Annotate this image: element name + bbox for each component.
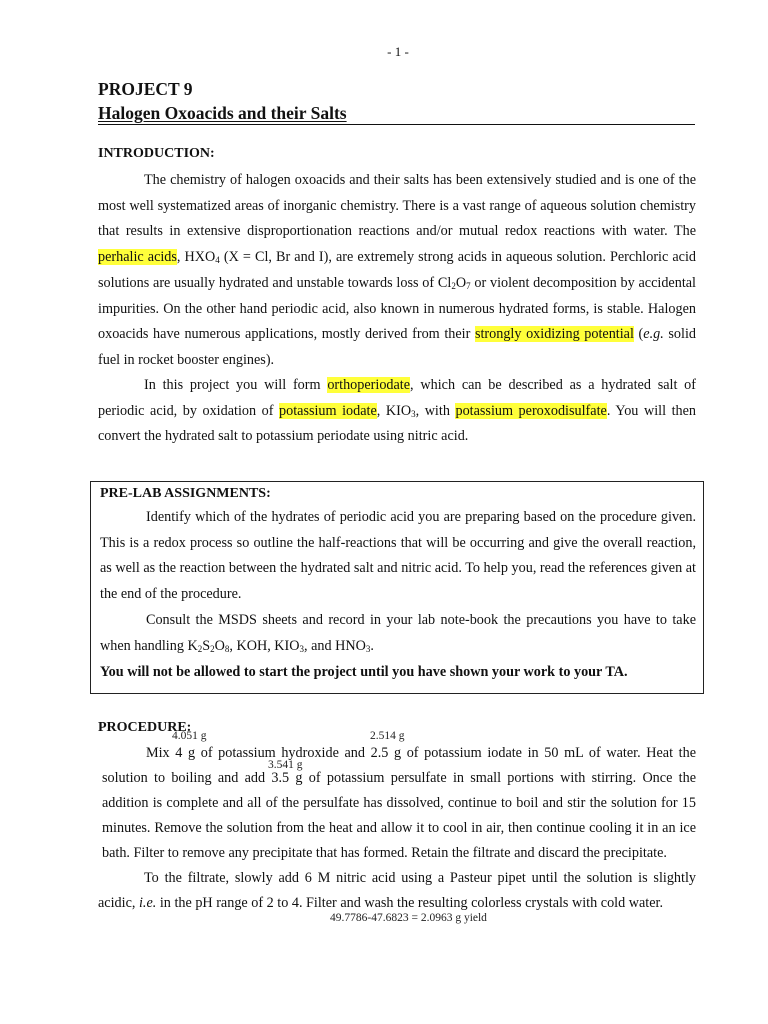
prelab-paragraph-1: Identify which of the hydrates of periodic acid you are preparing based on the procedure given. This is a redox process so outline the half-reactions that will be occurring and give the overall reaction, as well as the reaction between the hydrated salt and nitric acid. To help you, read the references given at the end of the procedure. [100,509,696,603]
prelab-warning: You will not be allowed to start the project until you have shown your work to your TA. [100,664,628,680]
procedure-paragraph-1: Mix 4 g of potassium hydroxide and 2.5 g of potassium iodate in 50 mL of water. Heat the solution to boiling and add 3.5 g of potassium persulfate in small portions with stirring. Once the addition is complete and all of the persulfate has dissolved, continue to boil and stir the solution for 15 minutes. Remove the solution from the heat and allow it to cool in air, then continue cooling it in an ice bath. Filter to remove any precipitate that has formed. Retain the filtrate and discard the precipitate. [102,745,696,861]
note-yield: 49.7786-47.6823 = 2.0963 g yield [330,912,487,924]
prelab-heading: PRE-LAB ASSIGNMENTS: [100,486,271,501]
project-title: PROJECT 9 [98,79,193,99]
note-persulfate-mass: 3.541 g [268,759,303,771]
project-subtitle [98,103,695,124]
highlight-potassium-iodate: potassium iodate [279,402,377,419]
note-kio3-mass: 2.514 g [370,730,405,742]
procedure-heading: PROCEDURE: [98,720,192,735]
intro-paragraph-2: In this project you will form orthoperiodate, which can be described as a hydrated salt of periodic acid, by oxidation of potassium iodate, $KIO_3$, with potassium peroxodisulfate. You will then convert the hydrated salt to potassium periodate using nitric acid. [98,377,696,445]
page-number: - 1 - [387,44,409,59]
note-koh-mass: 4.051 g [172,730,207,742]
prelab-paragraph-2: Consult the MSDS sheets and record in your lab note-book the precautions you have to take when handling $K_2S_2O_8$, KOH, $KIO_3$, and $HNO_3$. [100,612,696,654]
prelab-box [90,481,704,694]
highlight-perhalic-acids: perhalic acids [98,249,177,266]
intro-heading: INTRODUCTION: [98,146,215,161]
highlight-orthoperiodate: orthoperiodate [327,377,411,393]
highlight-peroxodisulfate: potassium peroxodisulfate [455,402,607,419]
subtitle-text: Halogen Oxoacids and their Salts [98,103,347,123]
title-rule [98,124,695,125]
intro-paragraph-1: The chemistry of halogen oxoacids and their salts has been extensively studied and is one of the most well systematized areas of inorganic chemistry. There is a vast range of aqueous solution chemistry that results in extensive disproportionation reactions and/or mutual redox reactions with water. The perhalic acids, $HXO_4$ (X = Cl, Br and I), are extremely strong acids in aqueous solution. Perchloric acid solutions are usually hydrated and unstable towards loss of $Cl_2O_7$ or violent decomposition by accidental impurities. On the other hand periodic acid, also known in numerous hydrated forms, is stable. Halogen oxoacids have numerous applications, mostly derived from their strongly oxidizing potential (e.g. solid fuel in rocket booster engines). [98,172,696,368]
highlight-oxidizing-potential: strongly oxidizing potential [474,326,634,343]
procedure-paragraph-2: To the filtrate, slowly add 6 M nitric acid using a Pasteur pipet until the solution is slightly acidic, i.e. in the pH range of 2 to 4. Filter and wash the resulting colorless crystals with cold water. [98,870,696,911]
